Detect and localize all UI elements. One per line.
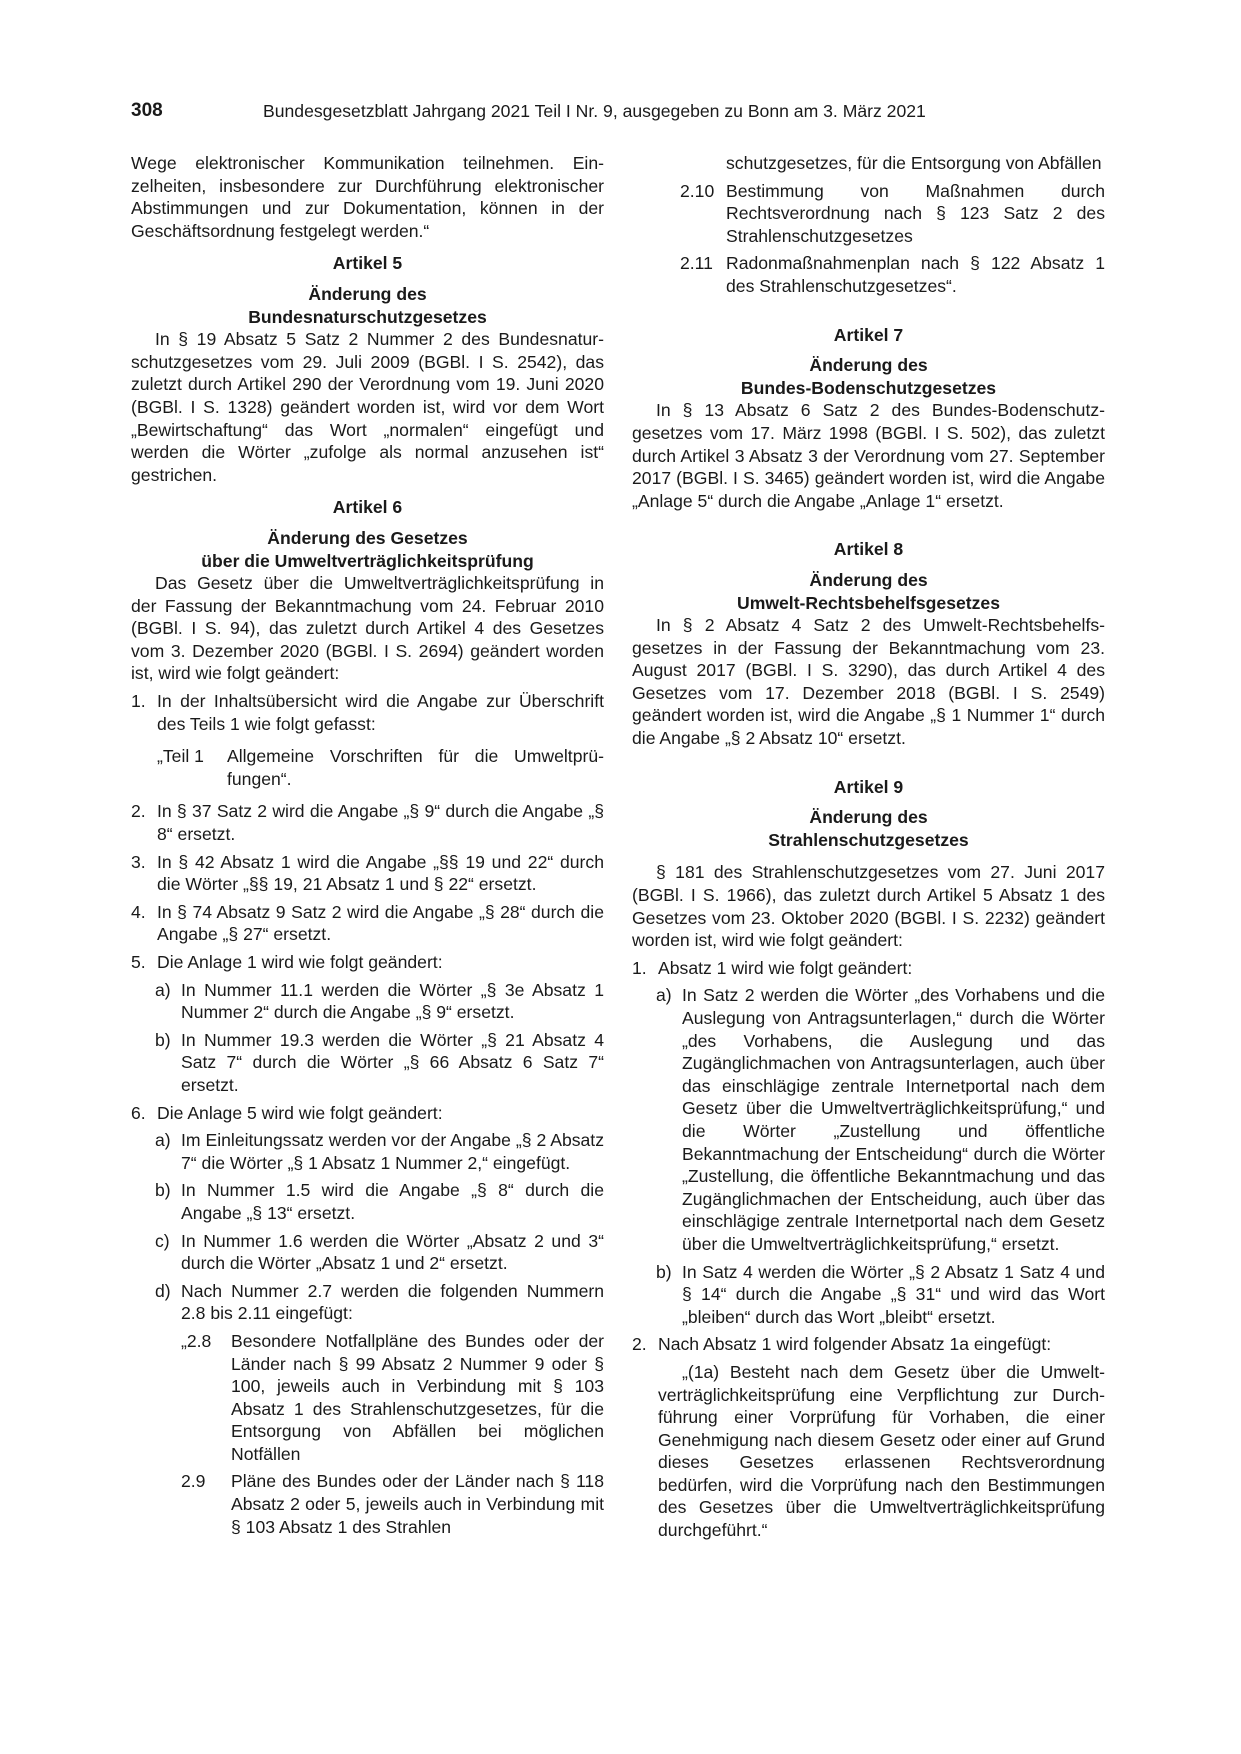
entry-label: „2.8 (181, 1330, 212, 1351)
subitem-label: b) (155, 1029, 171, 1050)
item-text: In § 42 Absatz 1 wird die Angabe „§§ 19 und 22“ durch die Wörter „§§ 19, 21 Absatz 1 und § 22“ ersetzt. (157, 851, 604, 895)
entry-label: 2.11 (680, 253, 713, 274)
list-item (632, 1333, 1105, 1356)
subitem-text: Im Einleitungssatz werden vor der Angabe „§ 2 Absatz 7“ die Wörter „§ 1 Absatz 1 Nummer 2,“ eingefügt. (181, 1130, 604, 1173)
article-5-title (131, 283, 604, 328)
article-8-title (632, 569, 1105, 614)
item-text: Absatz 1 wird wie folgt geändert: (658, 957, 913, 978)
article-9-title-line1: Änderung des (809, 807, 928, 828)
item-text: In § 37 Satz 2 wird die Angabe „§ 9“ durch die Angabe „§ 8“ ersetzt. (157, 801, 604, 845)
article-6-title (131, 527, 604, 572)
list-number-entry (131, 1330, 604, 1466)
subitem-text: In Nummer 19.3 werden die Wörter „§ 21 Absatz 4 Satz 7“ durch die Wörter „§ 66 Absatz 6 Satz 7“ ersetzt. (181, 1029, 604, 1095)
list-number-entry (632, 252, 1105, 297)
list-item (131, 851, 604, 896)
subitem-text: Nach Nummer 2.7 werden die folgenden Nummern 2.8 bis 2.11 eingefügt: (181, 1280, 604, 1324)
intro-paragraph: Wege elektronischer Kommunikation teilnehmen. Einzelheiten, insbesondere zur Durchführung elektronischer Abstimmungen und zur Dokumentation, können in der Geschäftsordnung festgelegt werden.“ (131, 153, 604, 241)
entry-continuation: schutzgesetzes, für die Entsorgung von Abfällen (726, 153, 1102, 173)
article-7-number: Artikel 7 (833, 324, 904, 345)
item-text: In der Inhaltsübersicht wird die Angabe zur Überschrift des Teils 1 wie folgt gefasst: (157, 691, 604, 734)
list-item (131, 951, 604, 974)
header-title: Bundesgesetzblatt Jahrgang 2021 Teil I Nr. 9, ausgegeben zu Bonn am 3. März 2021 (263, 101, 926, 121)
list-subitem (131, 1230, 604, 1275)
article-7-title (632, 354, 1105, 399)
quoted-teil-1 (131, 745, 604, 790)
quote-text: Allgemeine Vorschriften für die Umweltprüfungen“. (227, 746, 604, 789)
entry-label: 2.10 (680, 180, 715, 201)
subitem-label: a) (155, 979, 171, 1000)
item-label: 5. (131, 952, 146, 972)
list-item (131, 800, 604, 845)
page-header (131, 100, 1105, 124)
article-6-number: Artikel 6 (332, 497, 403, 518)
article-5-body: In § 19 Absatz 5 Satz 2 Nummer 2 des Bundesnaturschutzgesetzes vom 29. Juli 2009 (BGBl. I S. 2542), das zuletzt durch Artikel 290 der Verordnung vom 19. Juni 2020 (BGBl. I S. 1328) geändert worden ist, wird vor dem Wort „Bewirtschaftung“ das Wort „normalen“ eingefügt und werden die Wörter „zufolge als normal anzusehen ist“ gestrichen. (131, 329, 604, 485)
article-7-title-line1: Änderung des (809, 355, 928, 376)
article-8-title-line2: Umwelt-Rechtsbehelfsgesetzes (736, 592, 1000, 613)
list-item (131, 901, 604, 946)
article-9-title-line2: Strahlenschutzgesetzes (768, 829, 969, 850)
item-text: Die Anlage 5 wird wie folgt geändert: (157, 1102, 443, 1123)
entry-text: Besondere Notfallpläne des Bundes oder der Länder nach § 99 Absatz 2 Nummer 9 oder § 100, jeweils auch in Verbindung mit § 103 Absatz 1 des Strahlenschutzgesetzes, für die Entsorgung von Abfällen bei möglichen Notfällen (231, 1330, 604, 1464)
article-6-title-line1: Änderung des Gesetzes (267, 527, 468, 548)
list-subitem (632, 1261, 1105, 1329)
subitem-text: In Satz 4 werden die Wörter „§ 2 Absatz 1 Satz 4 und § 14“ durch die Angabe „§ 31“ und wird das Wort „bleiben“ durch das Wort „bleibt“ ersetzt. (682, 1261, 1105, 1327)
article-8-title-line1: Änderung des (809, 569, 928, 590)
subitem-label: a) (155, 1130, 171, 1151)
subitem-label: a) (656, 985, 672, 1006)
page-number: 308 (131, 100, 163, 121)
article-5-title-line1: Änderung des (308, 283, 427, 304)
list-number-entry (131, 1470, 604, 1538)
article-6-title-line2: über die Umweltverträglichkeitsprüfung (201, 550, 534, 571)
article-8-number: Artikel 8 (833, 539, 904, 560)
subitem-label: b) (656, 1261, 672, 1282)
list-item (632, 957, 1105, 980)
subitem-label: c) (155, 1230, 170, 1251)
list-subitem (131, 979, 604, 1024)
list-subitem (131, 1280, 604, 1325)
quote-label: „Teil 1 (157, 746, 204, 767)
subitem-label: b) (155, 1180, 171, 1201)
article-5-title-line2: Bundesnaturschutzgesetzes (248, 306, 487, 327)
item-text: In § 74 Absatz 9 Satz 2 wird die Angabe „§ 28“ durch die Angabe „§ 27“ ersetzt. (157, 901, 604, 945)
list-subitem (131, 1129, 604, 1174)
article-7-title-line2: Bundes-Bodenschutzgesetzes (740, 377, 997, 398)
list-number-entry (632, 180, 1105, 248)
item-label: 6. (131, 1102, 146, 1123)
item-text: Die Anlage 1 wird wie folgt geändert: (157, 952, 443, 972)
article-6-body: Das Gesetz über die Umweltverträglichkeitsprüfung in der Fassung der Bekanntmachung vom 24. Februar 2010 (BGBl. I S. 94), das zuletzt durch Artikel 4 des Gesetzes vom 3. Dezember 2020 (BGBl. I S. 2694) geändert worden ist, wird wie folgt geändert: (131, 573, 604, 684)
article-9-number: Artikel 9 (833, 776, 904, 797)
subitem-text: In Nummer 11.1 werden die Wörter „§ 3e Absatz 1 Nummer 2“ durch die Angabe „§ 9“ ersetzt. (181, 979, 604, 1023)
item-label: 3. (131, 851, 146, 872)
list-subitem (632, 984, 1105, 1255)
list-subitem (131, 1179, 604, 1224)
entry-text: Pläne des Bundes oder der Länder nach § 118 Absatz 2 oder 5, jeweils auch in Verbindung mit § 103 Absatz 1 des Strahlen (231, 1471, 604, 1537)
item-label: 4. (131, 901, 146, 922)
item-text: Nach Absatz 1 wird folgender Absatz 1a eingefügt: (658, 1334, 1052, 1355)
right-column (632, 152, 1105, 1542)
quoted-absatz-1a: „(1a) Besteht nach dem Gesetz über die Umweltverträglichkeitsprüfung eine Verpflichtung zur Durchführung einer Vorprüfung für Vorhaben, die einer Genehmigung nach diesem Gesetz oder einer auf Grund dieses Gesetzes erlassenen Rechtsverordnung bedürfen, wird die Vorprüfung nach den Bestimmungen des Gesetzes über die Umweltverträglichkeitsprüfung durchgeführt.“ (658, 1361, 1105, 1541)
article-9-title (632, 806, 1105, 851)
item-label: 1. (632, 957, 647, 978)
article-8-body: In § 2 Absatz 4 Satz 2 des Umwelt-Rechtsbehelfsgesetzes in der Fassung der Bekanntmachung vom 23. August 2017 (BGBl. I S. 3290), das durch Artikel 4 des Gesetzes vom 17. Dezember 2018 (BGBl. I S. 2549) geändert worden ist, wird die Angabe „§ 1 Nummer 1“ durch die Angabe „§ 2 Absatz 10“ ersetzt. (632, 615, 1105, 749)
item-label: 2. (131, 801, 146, 822)
subitem-text: In Nummer 1.6 werden die Wörter „Absatz 2 und 3“ durch die Wörter „Absatz 1 und 2“ ersetzt. (181, 1230, 604, 1274)
subitem-text: In Satz 2 werden die Wörter „des Vorhabens und die Auslegung von Antragsunterlagen,“ durch die Wörter „des Vorhabens, die Auslegung und das Zugänglichmachen von Antragsunterlagen, auch über das einschlägige zentrale Internetportal nach dem Gesetz über die Umweltverträglichkeitsprüfung,“ und die Wörter „Zustellung und öffentliche Bekanntmachung der Entscheidung“ durch die Wörter „Zustellung, die öffentliche Bekanntmachung und das Zugänglichmachen der Entscheidung, auch über das einschlägige zentrale Internetportal nach dem Gesetz über die Umweltverträglichkeitsprüfung,“ ersetzt. (682, 985, 1105, 1254)
item-label: 2. (632, 1334, 647, 1355)
list-item (131, 690, 604, 735)
article-5-number: Artikel 5 (332, 253, 403, 274)
subitem-text: In Nummer 1.5 wird die Angabe „§ 8“ durch die Angabe „§ 13“ ersetzt. (181, 1180, 604, 1223)
entry-text: Radonmaßnahmenplan nach § 122 Absatz 1 des Strahlenschutzgesetzes“. (726, 253, 1105, 296)
list-subitem (131, 1029, 604, 1097)
list-item (131, 1102, 604, 1125)
subitem-label: d) (155, 1280, 171, 1301)
item-label: 1. (131, 691, 146, 712)
entry-text: Bestimmung von Maßnahmen durch Rechtsverordnung nach § 123 Satz 2 des Strahlenschutzgesetzes (726, 180, 1105, 246)
left-column (131, 152, 604, 1538)
article-9-body: § 181 des Strahlenschutzgesetzes vom 27. Juni 2017 (BGBl. I S. 1966), das zuletzt durch Artikel 5 Absatz 1 des Gesetzes vom 23. Oktober 2020 (BGBl. I S. 2232) geändert worden ist, wird wie folgt geändert: (632, 862, 1105, 951)
article-7-body: In § 13 Absatz 6 Satz 2 des Bundes-Bodenschutzgesetzes vom 17. März 1998 (BGBl. I S. 502), das zuletzt durch Artikel 3 Absatz 3 der Verordnung vom 27. September 2017 (BGBl. I S. 3465) geändert worden ist, wird die Angabe „Anlage 5“ durch die Angabe „Anlage 1“ ersetzt. (632, 400, 1105, 511)
entry-label: 2.9 (181, 1471, 206, 1492)
